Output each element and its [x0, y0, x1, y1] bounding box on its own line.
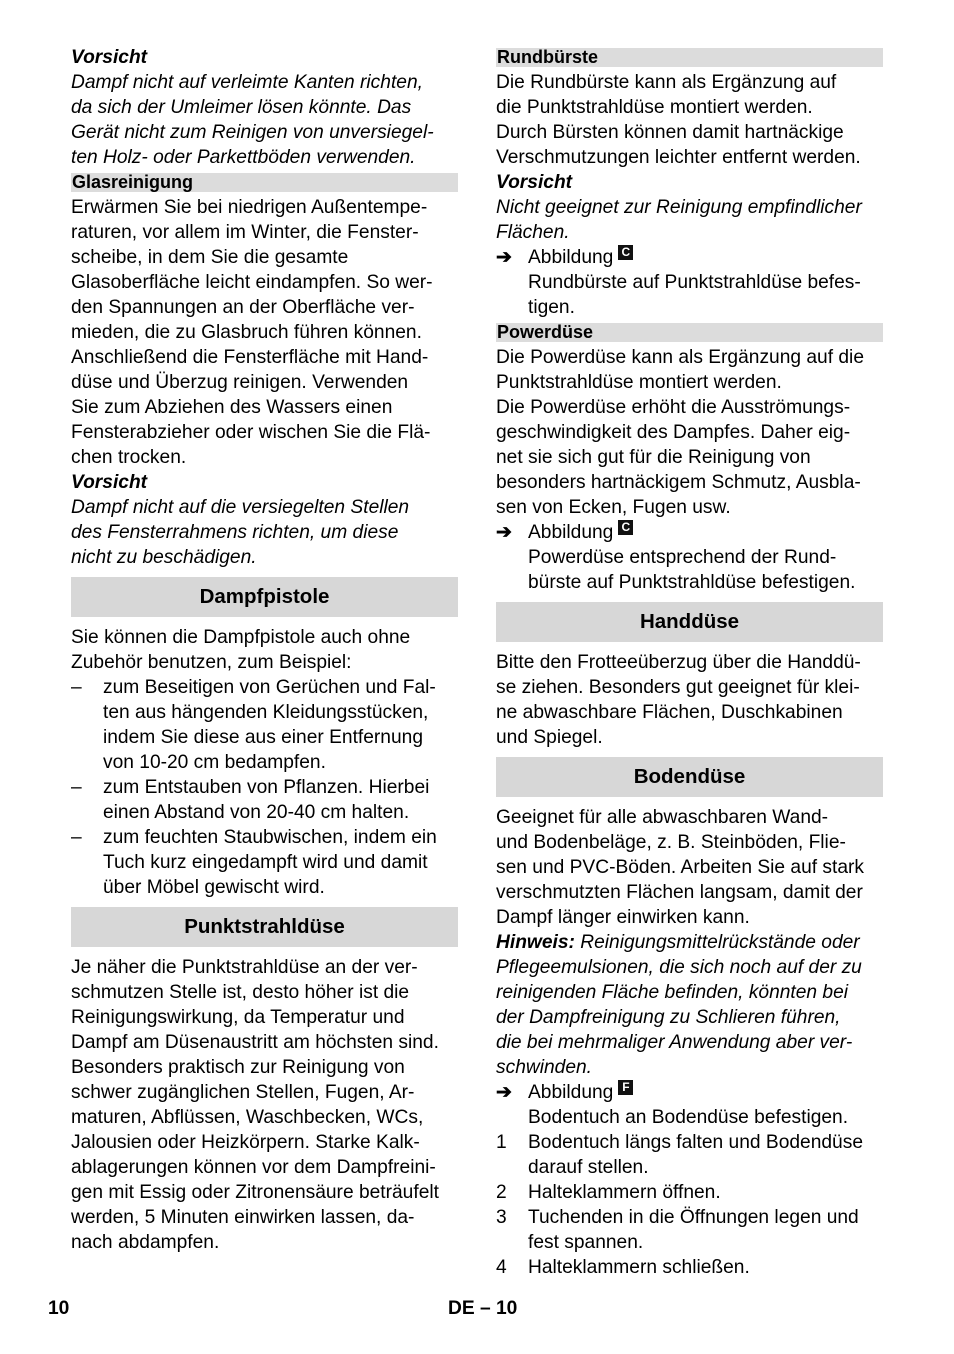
- page-footer: [0, 1298, 954, 1323]
- body-line: Dampf am Düsenaustritt am höchsten sind.: [71, 1032, 439, 1053]
- body-line: net sie sich gut für die Reinigung von: [496, 447, 811, 468]
- body-line: Reinigungswirkung, da Temperatur und: [71, 1007, 405, 1028]
- caution-line: Dampf nicht auf die versiegelten Stellen: [71, 497, 410, 518]
- caution-line: Flächen.: [496, 222, 570, 243]
- body-line: maturen, Abflüssen, Waschbecken, WCs,: [71, 1107, 424, 1128]
- body-line: Die Powerdüse kann als Ergänzung auf die: [496, 347, 864, 368]
- caution-line: Gerät nicht zum Reinigen von unversiegel-: [71, 122, 434, 143]
- instruction-line: tigen.: [528, 297, 575, 318]
- dash-bullet: –: [71, 677, 82, 698]
- body-line: Bitte den Frotteeüberzug über die Handdü-: [496, 652, 861, 673]
- body-line: Sie zum Abziehen des Wassers einen: [71, 397, 393, 418]
- body-line: chen trocken.: [71, 447, 187, 468]
- figure-letter-badge: F: [618, 1080, 633, 1095]
- instruction-line: bürste auf Punktstrahldüse befestigen.: [528, 572, 856, 593]
- body-line: Anschließend die Fensterfläche mit Hand-: [71, 347, 429, 368]
- page-code: DE – 10: [448, 1298, 518, 1319]
- caution-title: Vorsicht: [71, 47, 148, 68]
- body-line: Punktstrahldüse montiert werden.: [496, 372, 782, 393]
- dash-bullet: –: [71, 827, 82, 848]
- dash-bullet: –: [71, 777, 82, 798]
- figure-label: Abbildung: [528, 1082, 614, 1103]
- body-line: und Spiegel.: [496, 727, 603, 748]
- note-line: reinigenden Fläche befinden, könnten bei: [496, 982, 849, 1003]
- subheading-rundbuerste: Rundbürste: [496, 48, 883, 67]
- body-line: schwer zugänglichen Stellen, Fugen, Ar-: [71, 1082, 415, 1103]
- body-line: Sie können die Dampfpistole auch ohne: [71, 627, 411, 648]
- list-item-text: indem Sie diese aus einer Entfernung: [103, 727, 423, 748]
- arrow-right-icon: ➔: [496, 1082, 513, 1103]
- left-column: [71, 45, 458, 1255]
- body-line: Verschmutzungen leichter entfernt werden.: [496, 147, 861, 168]
- list-item-text: zum Entstauben von Pflanzen. Hierbei: [103, 777, 430, 798]
- list-item: [71, 825, 458, 850]
- caution-title: Vorsicht: [496, 172, 573, 193]
- caution-line: des Fensterrahmens richten, um diese: [71, 522, 399, 543]
- body-line: die Punktstrahldüse montiert werden.: [496, 97, 813, 118]
- figure-reference: [496, 1080, 883, 1105]
- list-item-text: einen Abstand von 20-40 cm halten.: [103, 802, 410, 823]
- body-line: sen und PVC-Böden. Arbeiten Sie auf stark: [496, 857, 864, 878]
- step-number: 3: [496, 1207, 507, 1228]
- body-line: Jalousien oder Heizkörpern. Starke Kalk-: [71, 1132, 420, 1153]
- step-text: fest spannen.: [528, 1232, 644, 1253]
- list-item-text: ten aus hängenden Kleidungsstücken,: [103, 702, 429, 723]
- subheading-glasreinigung: Glasreinigung: [71, 173, 458, 192]
- body-line: schmutzen Stelle ist, desto höher ist die: [71, 982, 410, 1003]
- list-item-text: Tuch kurz eingedampft wird und damit: [103, 852, 428, 873]
- section-heading-punktstrahlduese: Punktstrahldüse: [71, 907, 458, 947]
- body-line: raturen, vor allem im Winter, die Fenster-: [71, 222, 419, 243]
- body-line: gen mit Essig oder Zitronensäure beträufelt: [71, 1182, 439, 1203]
- body-line: Erwärmen Sie bei niedrigen Außentempe-: [71, 197, 428, 218]
- caution-line: Nicht geeignet zur Reinigung empfindlicher: [496, 197, 862, 218]
- arrow-right-icon: ➔: [496, 522, 513, 543]
- body-line: mieden, die zu Glasbruch führen können.: [71, 322, 422, 343]
- note-line: [496, 930, 883, 955]
- step-text: Bodentuch längs falten und Bodendüse: [528, 1132, 863, 1153]
- body-line: und Bodenbeläge, z. B. Steinböden, Flie-: [496, 832, 846, 853]
- caution-line: ten Holz- oder Parkettböden verwenden.: [71, 147, 416, 168]
- caution-line: nicht zu beschädigen.: [71, 547, 257, 568]
- body-line: geschwindigkeit des Dampfes. Daher eig-: [496, 422, 851, 443]
- note-line: der Dampfreinigung zu Schlieren führen,: [496, 1007, 841, 1028]
- step-text: darauf stellen.: [528, 1157, 649, 1178]
- figure-reference: [496, 245, 883, 270]
- body-line: Die Rundbürste kann als Ergänzung auf: [496, 72, 837, 93]
- step-item: [496, 1180, 883, 1205]
- list-item: [71, 775, 458, 800]
- body-line: nach abdampfen.: [71, 1232, 220, 1253]
- body-line: Die Powerdüse erhöht die Ausströmungs-: [496, 397, 851, 418]
- arrow-right-icon: ➔: [496, 247, 513, 268]
- body-line: Fensterabzieher oder wischen Sie die Flä-: [71, 422, 431, 443]
- body-line: Durch Bürsten können damit hartnäckige: [496, 122, 844, 143]
- body-line: sen von Ecken, Fugen usw.: [496, 497, 731, 518]
- note-text: Reinigungsmittelrückstände oder: [574, 932, 860, 953]
- instruction-line: Rundbürste auf Punktstrahldüse befes-: [528, 272, 861, 293]
- step-number: 1: [496, 1132, 507, 1153]
- step-text: Halteklammern öffnen.: [528, 1182, 721, 1203]
- figure-letter-badge: C: [618, 245, 633, 260]
- body-line: se ziehen. Besonders gut geeignet für klei-: [496, 677, 860, 698]
- caution-line: Dampf nicht auf verleimte Kanten richten,: [71, 72, 423, 93]
- section-heading-dampfpistole: Dampfpistole: [71, 577, 458, 617]
- body-line: ablagerungen können vor dem Dampfreini-: [71, 1157, 436, 1178]
- figure-letter-badge: C: [618, 520, 633, 535]
- list-item-text: über Möbel gewischt wird.: [103, 877, 325, 898]
- body-line: besonders hartnäckigem Schmutz, Ausbla-: [496, 472, 861, 493]
- page-number: 10: [48, 1298, 70, 1319]
- step-number: 2: [496, 1182, 507, 1203]
- body-line: Besonders praktisch zur Reinigung von: [71, 1057, 405, 1078]
- list-item-text: zum Beseitigen von Gerüchen und Fal-: [103, 677, 436, 698]
- figure-label: Abbildung: [528, 247, 614, 268]
- note-line: schwinden.: [496, 1057, 592, 1078]
- instruction-line: Bodentuch an Bodendüse befestigen.: [528, 1107, 849, 1128]
- list-item-text: zum feuchten Staubwischen, indem ein: [103, 827, 437, 848]
- body-line: den Spannungen an der Oberfläche ver-: [71, 297, 415, 318]
- section-heading-bodenduese: Bodendüse: [496, 757, 883, 797]
- body-line: Zubehör benutzen, zum Beispiel:: [71, 652, 352, 673]
- note-label: Hinweis:: [496, 932, 575, 953]
- section-heading-handduese: Handdüse: [496, 602, 883, 642]
- body-line: Dampf länger einwirken kann.: [496, 907, 750, 928]
- body-line: Glasoberfläche leicht eindampfen. So wer-: [71, 272, 433, 293]
- right-column: [496, 45, 883, 1280]
- body-line: düse und Überzug reinigen. Verwenden: [71, 372, 409, 393]
- figure-label: Abbildung: [528, 522, 614, 543]
- body-line: Geeignet für alle abwaschbaren Wand-: [496, 807, 829, 828]
- list-item-text: von 10-20 cm bedampfen.: [103, 752, 326, 773]
- subheading-powerduese: Powerdüse: [496, 323, 883, 342]
- note-line: die bei mehrmaliger Anwendung aber ver-: [496, 1032, 853, 1053]
- body-line: Je näher die Punktstrahldüse an der ver-: [71, 957, 418, 978]
- list-item: [71, 675, 458, 700]
- caution-title: Vorsicht: [71, 472, 148, 493]
- step-text: Halteklammern schließen.: [528, 1257, 750, 1278]
- body-line: werden, 5 Minuten einwirken lassen, da-: [71, 1207, 415, 1228]
- step-item: [496, 1255, 883, 1280]
- note-line: Pflegeemulsionen, die sich noch auf der zu: [496, 957, 862, 978]
- instruction-line: Powerdüse entsprechend der Rund-: [528, 547, 837, 568]
- body-line: scheibe, in dem Sie die gesamte: [71, 247, 349, 268]
- step-text: Tuchenden in die Öffnungen legen und: [528, 1207, 859, 1228]
- step-item: [496, 1130, 883, 1155]
- step-number: 4: [496, 1257, 507, 1278]
- body-line: ne abwaschbare Flächen, Duschkabinen: [496, 702, 843, 723]
- figure-reference: [496, 520, 883, 545]
- step-item: [496, 1205, 883, 1230]
- body-line: verschmutzten Flächen langsam, damit der: [496, 882, 863, 903]
- caution-line: da sich der Umleimer lösen könnte. Das: [71, 97, 412, 118]
